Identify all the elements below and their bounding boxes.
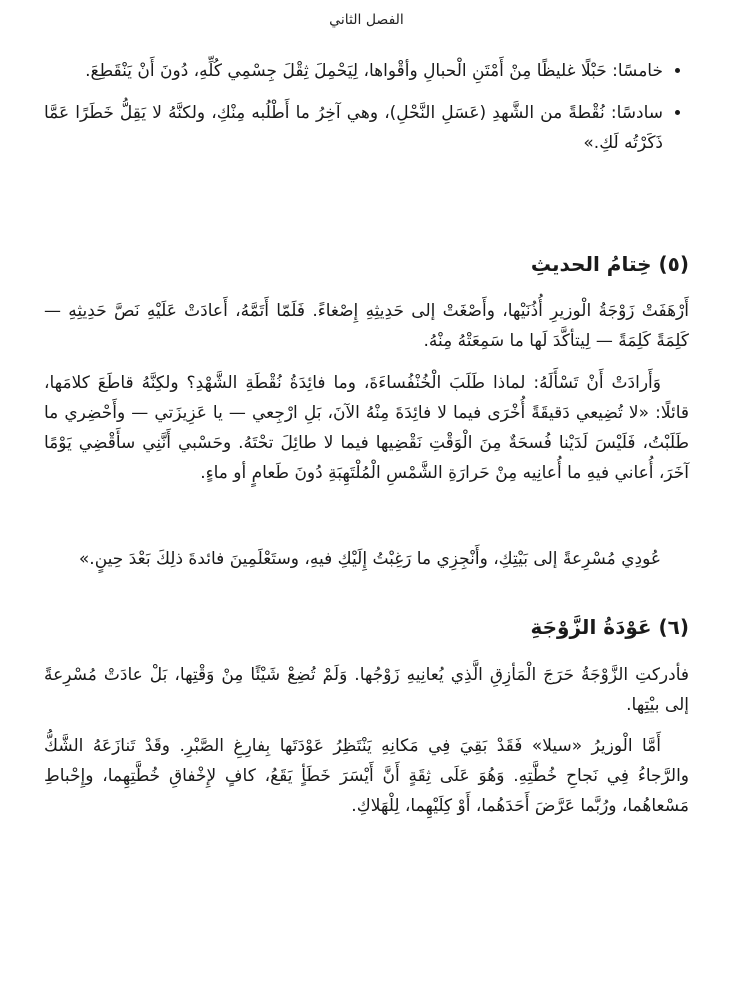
section-heading-6: (٦) عَوْدَةُ الزَّوْجَةِ xyxy=(530,615,689,639)
list-item: • خامسًا: حَبْلًا غليظًا مِنْ أَمْتَنِ الْحبالِ وأقْواها، لِيَحْمِلَ ثِقْلَ جِسْمِي كُلِّهِ، دُونَ أَنْ يَنْقَطِعَ. xyxy=(44,56,663,86)
paragraph: وَأَرادَتْ أَنْ تَسْأَلَهُ: لماذا طَلَبَ الْخُنْفُساءَةَ، وما فائِدَةُ نُقْطَةِ الشَّهْدِ؟ ولكِنَّهُ قاطَعَ كلامَها، قائلًا: «لا تُضِيعي دَقيقَةً أُخْرَى فيما لا فائِدَةَ مِنْهُ الآنَ، بَلِ ارْجِعي — يا عَزِيزَتي — وأَحْضِري ما طَلَبْتُ، فَلَيْسَ لَدَيْنا فُسحَةٌ مِنَ الْوَقْتِ نَقْضِيها فيما لا طائِلَ تحْتَهُ. وحَسْبي أَنَّنِي سأَقْضِي يَوْمًا آخَرَ، أُعاني فيهِ ما أُعانِيه مِنْ حَرارَةِ الشَّمْسِ الْمُلْتَهِبَةِ دُونَ طَعامٍ أو ماءٍ. xyxy=(44,373,689,483)
paragraph: عُودِي مُسْرِعةً إلى بَيْتِكِ، وأَنْجِزِي ما رَغِبْتُ إِلَيْكِ فيهِ، وستَعْلَمِينَ فائدةَ ذلِكَ بَعْدَ حِينٍ.» xyxy=(78,549,661,569)
running-header: الفصل الثاني xyxy=(329,12,404,28)
paragraph: أَمَّا الْوزيرُ «سيلا» فَقَدْ بَقِيَ فِي مَكانِهِ يَنْتَظِرُ عَوْدَتَها بِفارِغِ الصَّبْرِ. وقَدْ تَنازَعَهُ الشَّكُّ والرَّجاءُ فِي نَجاحِ خُطَّتِهِ. وَهُوَ عَلَى ثِقَةٍ أَنَّ أَيْسَرَ خَطَأٍ يَقَعُ، كافٍ لإِخْفاقِ خُطَّتِهِما، وإِحْباطِ مَسْعاهُما، ورُبَّما عَرَّضَ أَحَدَهُما، أَوْ كِلَيْهِما، لِلْهَلاكِ. xyxy=(44,736,689,816)
list-item: • سادسًا: نُقْطةً من الشَّهدِ (عَسَلِ النَّحْلِ)، وهي آخِرُ ما أَطْلُبه مِنْكِ، ولكنَّهُ لا يَقِلُّ خَطَرًا عَمَّا ذَكَرْتُه لَكِ.» xyxy=(44,98,663,158)
paragraph: أَرْهَفَتْ زَوْجَةُ الْوزيرِ أُذُنَيْها، وأَصْغَتْ إلى حَدِيثِهِ إِصْغاءً. فَلَمّا أَتَمَّهُ، أَعادَتْ عَلَيْهِ نَصَّ حَدِيثِهِ — كَلِمَةً كَلِمَةً — لِيتأكَّدَ لَها ما سَمِعَتْهُ مِنْهُ. xyxy=(44,301,689,351)
bullet-list xyxy=(44,56,689,170)
paragraph: فأدركتِ الزَّوْجَةُ حَرَجَ الْمَأزِقِ الَّذِي يُعانِيهِ زَوْجُها. وَلَمْ تُضِعْ شَيْئًا مِنْ وَقْتِها، بَلْ عادَتْ مُسْرِعةً إلى بيْتِها. xyxy=(44,665,689,715)
section-heading-5: (٥) خِتامُ الحديثِ xyxy=(530,252,689,276)
